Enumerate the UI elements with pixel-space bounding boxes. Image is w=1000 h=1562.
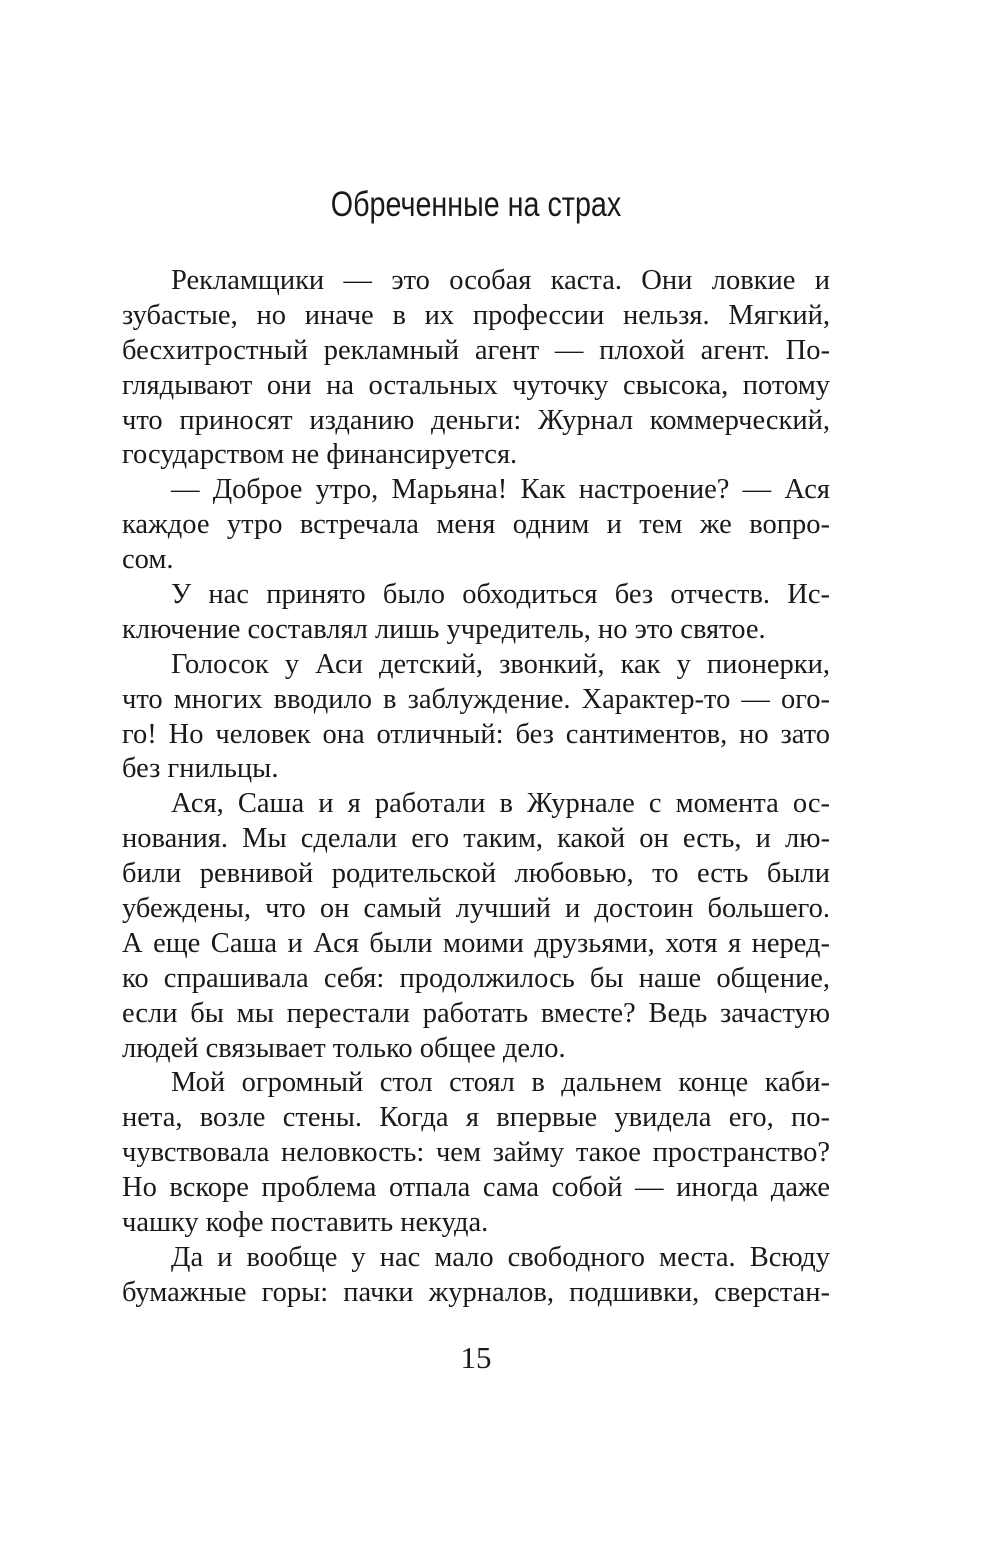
page-number: 15 <box>460 1340 492 1375</box>
text-line: что приносят изданию деньги: Журнал коммерческий, <box>122 404 830 436</box>
text-line: Мой огромный стол стоял в дальнем конце каби- <box>171 1067 830 1099</box>
text-line: что многих вводило в заблуждение. Характер-то — ого- <box>122 683 830 715</box>
text-line: А еще Саша и Ася были моими друзьями, хотя я неред- <box>122 927 830 959</box>
text-line: чувствовала неловкость: чем займу такое пространство? <box>122 1137 830 1169</box>
text-line: нета, возле стены. Когда я впервые увидела его, по- <box>122 1102 830 1134</box>
text-line: глядывают они на остальных чуточку свысока, потому <box>122 369 830 401</box>
text-line: го! Но человек она отличный: без сантиментов, но зато <box>122 718 830 750</box>
text-line: государством не финансируется. <box>122 439 518 471</box>
text-line: убеждены, что он самый лучший и достоин большего. <box>122 893 830 925</box>
text-line: без гнильцы. <box>122 753 279 785</box>
text-line: бумажные горы: пачки журналов, подшивки, сверстан- <box>122 1276 830 1308</box>
text-line: ко спрашивала себя: продолжилось бы наше общение, <box>122 962 830 994</box>
text-line: если бы мы перестали работать вместе? Ведь зачастую <box>122 997 830 1029</box>
text-line: сом. <box>122 544 174 576</box>
text-line: Но вскоре проблема отпала сама собой — иногда даже <box>122 1172 830 1204</box>
text-line: Рекламщики — это особая каста. Они ловкие и <box>171 265 830 296</box>
text-line: каждое утро встречала меня одним и тем же вопро- <box>122 509 830 541</box>
text-line: — Доброе утро, Марьяна! Как настроение? — Ася <box>171 474 830 506</box>
text-line: людей связывает только общее дело. <box>122 1032 566 1064</box>
body-text <box>122 264 830 1311</box>
text-line: У нас принято было обходиться без отчеств. Ис- <box>171 579 830 611</box>
text-line: били ревнивой родительской любовью, то есть были <box>122 858 830 890</box>
text-line: Ася, Саша и я работали в Журнале с момента ос- <box>171 788 830 820</box>
text-line: нования. Мы сделали его таким, какой он есть, и лю- <box>122 823 830 855</box>
text-line: Да и вообще у нас мало свободного места. Всюду <box>171 1241 830 1273</box>
text-line: бесхитростный рекламный агент — плохой агент. По- <box>122 334 830 366</box>
chapter-title: Обреченные на страх <box>330 185 622 224</box>
text-line: Голосок у Аси детский, звонкий, как у пионерки, <box>171 648 830 680</box>
text-line: зубастые, но иначе в их профессии нельзя. Мягкий, <box>122 299 830 331</box>
text-line: ключение составлял лишь учредитель, но это святое. <box>122 613 766 645</box>
text-line: чашку кофе поставить некуда. <box>122 1207 489 1239</box>
